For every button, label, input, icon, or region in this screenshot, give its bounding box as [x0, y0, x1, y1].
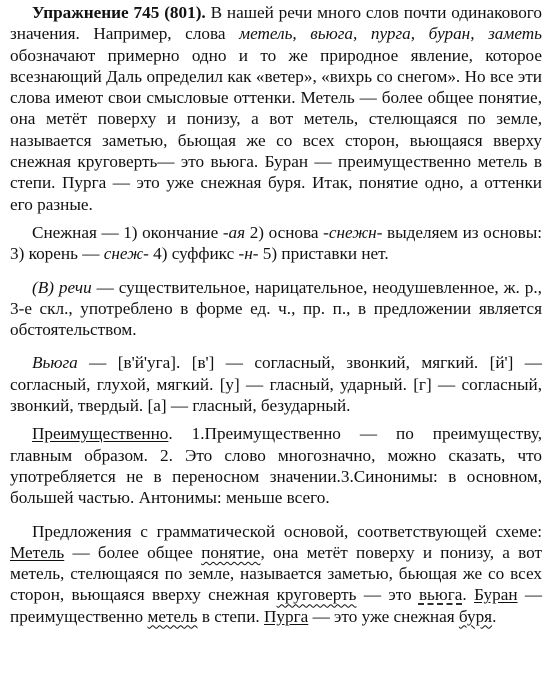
morphological-text: — существительное, нарицательное, неодушевленное, ж. р., 3-е скл., употреблено в форме ед. ч., пр. п., в предложении является обстоятельством.: [10, 277, 542, 340]
syntax-text-8: — это уже снежная: [312, 606, 455, 626]
morphemic-analysis: [10, 222, 542, 265]
phonetic-text: — [в'й'уга]. [в'] — согласный, звонкий, мягкий. [й'] — согласный, глухой, мягкий. [у] — гласный, ударный. [г] — согласный, звонкий, твердый. [а] — гласный, безударный.: [10, 353, 542, 416]
predicate-1: понятие: [201, 542, 261, 562]
root: снеж-: [103, 244, 149, 264]
predicate-2: вьюга: [418, 585, 463, 605]
morphological-label: (В) речи: [32, 277, 92, 297]
morphemic-text-3: выделяем из основы: 3) корень —: [10, 222, 543, 264]
syntax-text-5: .: [462, 585, 467, 605]
morphemic-word: Снежная: [32, 222, 97, 242]
syntax-text-9: .: [492, 606, 497, 626]
syntax-text-1: Предложения с грамматической основой, соответствующей схеме:: [32, 521, 542, 541]
syntax-text-7: в степи.: [201, 606, 260, 626]
morphemic-text-5: 5) приставки нет.: [262, 244, 389, 264]
syntax-text-2: — более общее: [72, 542, 193, 562]
phonetic-word: Вьюга: [32, 353, 78, 373]
subject-3: Буран: [474, 585, 518, 605]
stem: -снежн-: [323, 222, 383, 242]
subject-4: Пурга: [263, 606, 309, 626]
intro-rest: обозначают примерно одно и то же природное явление, которое всезнающий Даль определил как «ветер», «вихрь со снегом». Но все эти слова имеют свои смысловые оттенки. Метель — более общее понятие, она метёт поверху и понизу, а вот метель, стелющаяся по земле, называется заметью, бьющая же со всех сторон, вьющаяся вверху снежная круговерть— это вьюга. Буран — преимущественно метель в степи. Пурга — это уже снежная буря. Итак, понятие одно, а оттенки его разные.: [10, 45, 542, 214]
lexical-text: . 1.Преимущественно — по преимуществу, главным образом. 2. Это слово многозначно, можно сказать, что употребляется не в переносном значении.3.Синонимы: в основном, большей частью. Антонимы: меньше всего.: [10, 424, 542, 508]
suffix: -н-: [238, 244, 259, 264]
morphemic-text-2: 2) основа: [249, 222, 319, 242]
subject-2: круговерть: [276, 585, 357, 605]
phonetic-analysis: [10, 352, 542, 416]
morphemic-text-4: 4) суффикс: [153, 244, 235, 264]
predicate-4: буря: [458, 606, 493, 626]
subject-1: Метель: [10, 542, 65, 562]
morphological-analysis: [10, 277, 542, 341]
syntax-text-4: — это: [363, 585, 412, 605]
morphemic-text-1: — 1) окончание: [101, 222, 219, 242]
syntax-text-6: — преимущественно: [10, 585, 543, 626]
ending: -ая: [222, 222, 246, 242]
words-list: метель, вьюга, пурга, буран, заметь: [239, 24, 542, 44]
syntax-analysis: [10, 521, 542, 627]
lexical-analysis: [10, 423, 542, 508]
syntax-text-3: , она метёт поверху и понизу, а вот метель, стелющаяся по земле, называется заметью, бьющая же со всех сторон, вьющаяся вверху снежная: [10, 542, 543, 605]
intro-text: В нашей речи много слов почти одинакового значения. Например, слова: [10, 3, 543, 44]
exercise-heading: Упражнение 745 (801).: [32, 3, 206, 22]
lexical-word: Преимущественно: [32, 424, 169, 444]
exercise-text: [10, 2, 542, 215]
predicate-3: метель: [147, 606, 198, 626]
